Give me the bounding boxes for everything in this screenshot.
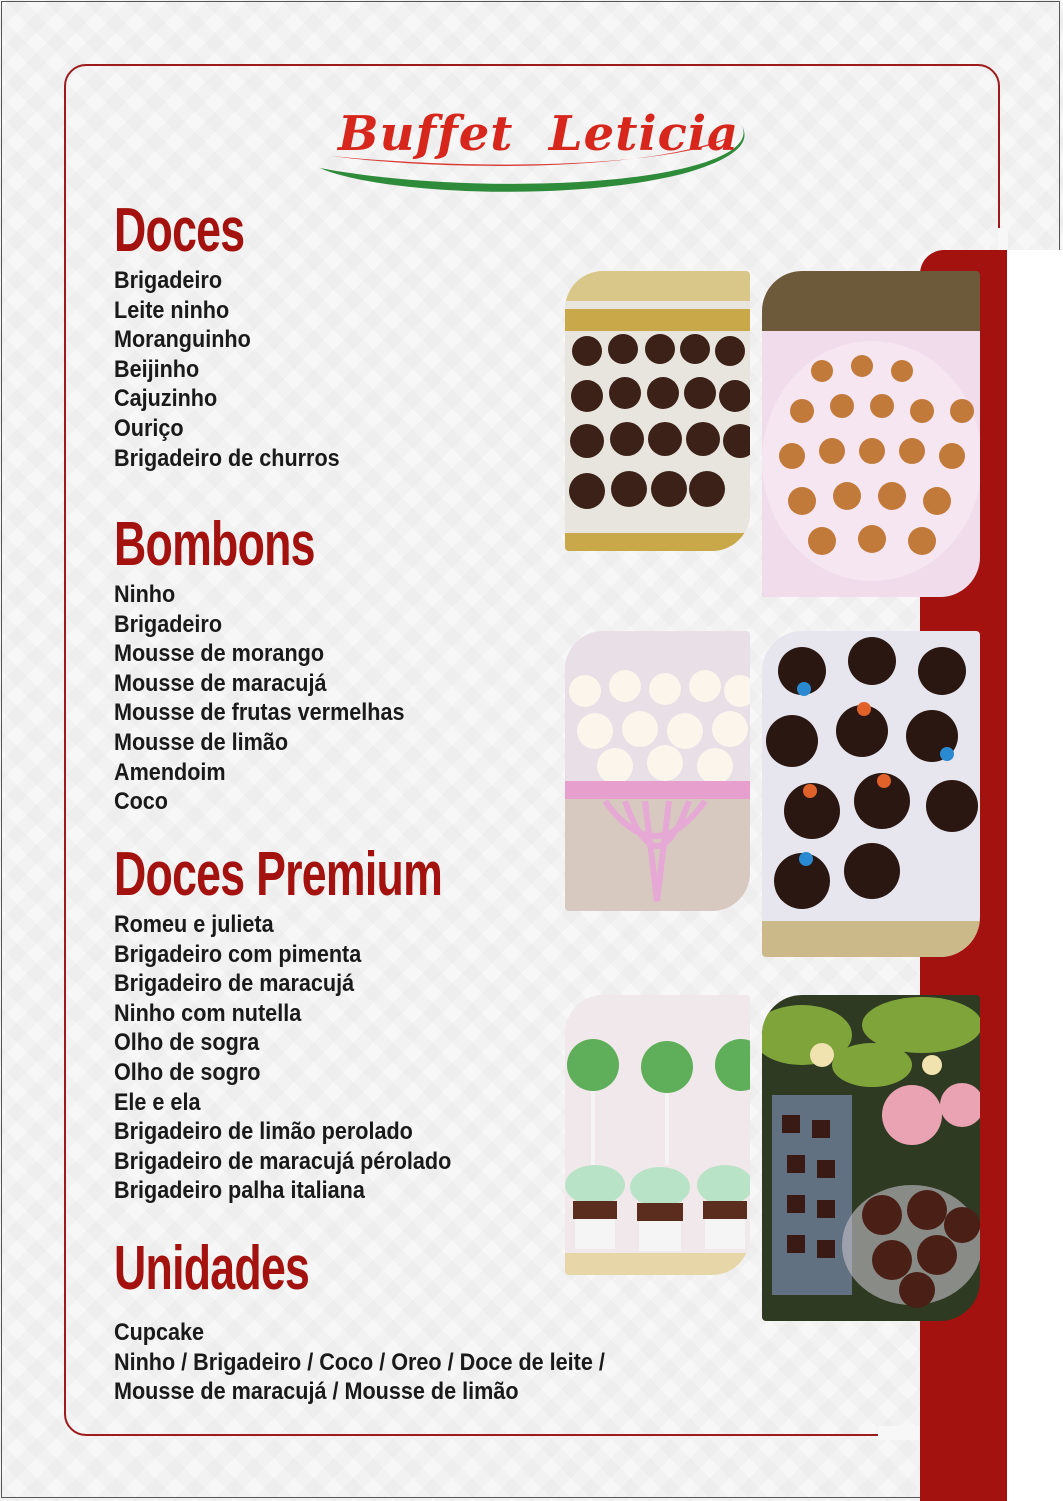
list-item: Coco xyxy=(114,788,168,816)
section-bombons xyxy=(114,510,437,817)
list-item: Mousse de morango xyxy=(114,640,325,668)
photo-chocolates-flowers xyxy=(762,995,980,1321)
side-band-edge xyxy=(1007,250,1063,1501)
list-item: Brigadeiro palha italiana xyxy=(114,1177,365,1205)
list-item: Amendoim xyxy=(114,758,226,786)
list-item: Ninho xyxy=(114,581,176,608)
list-item: Brigadeiro xyxy=(114,610,223,638)
list-item: Leite ninho xyxy=(114,296,230,324)
list-item: Brigadeiro de churros xyxy=(114,444,340,472)
list-item: Ouriço xyxy=(114,414,184,442)
section-title: Doces xyxy=(114,196,245,265)
item-list xyxy=(114,580,437,817)
list-item: Olho de sogra xyxy=(114,1029,260,1057)
section-title: Doces Premium xyxy=(114,840,443,909)
list-item: Brigadeiro com pimenta xyxy=(114,940,362,968)
list-item: Beijinho xyxy=(114,355,200,383)
list-item: Brigadeiro de maracujá xyxy=(114,970,355,998)
section-doces-premium xyxy=(114,840,570,1206)
section-title: Bombons xyxy=(114,510,315,579)
list-item: Mousse de frutas vermelhas xyxy=(114,699,405,727)
list-item: Olho de sogro xyxy=(114,1058,261,1086)
list-item: Cajuzinho xyxy=(114,385,218,413)
item-list xyxy=(114,266,365,473)
list-item: Brigadeiro de limão perolado xyxy=(114,1118,413,1146)
list-item: Mousse de maracujá / Mousse de limão xyxy=(114,1378,519,1406)
photo-cupcakes xyxy=(565,995,750,1275)
list-item: Mousse de limão xyxy=(114,728,289,756)
section-title: Unidades xyxy=(114,1234,310,1303)
brand-logo-text: Buffet Leticia xyxy=(338,106,740,162)
photo-cajuzinhos xyxy=(762,271,980,597)
item-list xyxy=(114,910,570,1206)
section-doces xyxy=(114,196,365,473)
list-item: Mousse de maracujá xyxy=(114,669,327,697)
list-item: Ninho com nutella xyxy=(114,999,302,1027)
photo-chocolate-bonbons xyxy=(762,631,980,957)
list-item: Ninho / Brigadeiro / Coco / Oreo / Doce de leite / xyxy=(114,1348,605,1376)
item-list xyxy=(114,1318,659,1407)
list-item: Cupcake xyxy=(114,1319,205,1346)
list-item: Ele e ela xyxy=(114,1088,201,1116)
list-item: Brigadeiro xyxy=(114,267,223,294)
photo-white-bonbons xyxy=(565,631,750,911)
list-item: Moranguinho xyxy=(114,326,251,354)
photo-brigadeiros xyxy=(565,271,750,551)
list-item: Romeu e julieta xyxy=(114,911,274,938)
list-item: Brigadeiro de maracujá pérolado xyxy=(114,1147,452,1175)
